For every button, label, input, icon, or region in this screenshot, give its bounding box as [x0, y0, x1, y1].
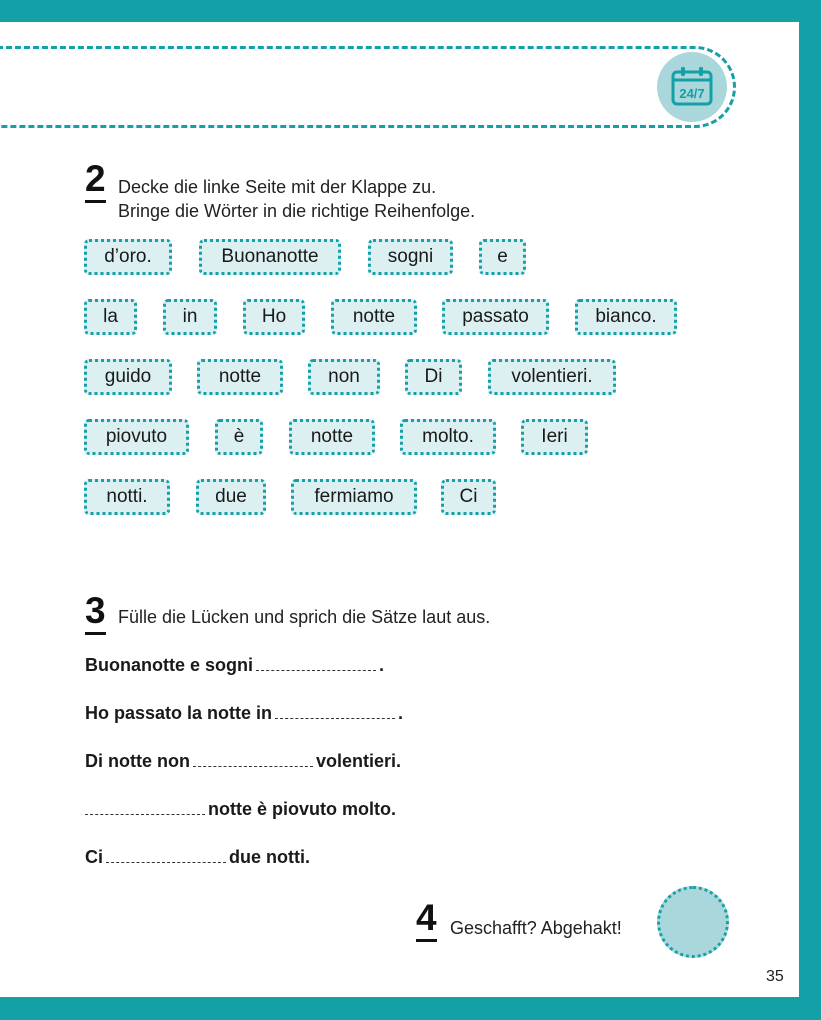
word-chip[interactable]: in [163, 299, 217, 335]
fill-sentence [85, 798, 396, 820]
word-chip[interactable]: fermiamo [291, 479, 417, 515]
task-3-instruction: Fülle die Lücken und sprich die Sätze laut aus. [118, 607, 491, 627]
done-checkbox[interactable] [657, 886, 729, 958]
task-3-number: 3 [85, 590, 106, 631]
calendar-24-7-icon [670, 64, 714, 108]
calendar-icon-text: 24/7 [679, 86, 705, 101]
calendar-badge [657, 52, 727, 122]
sentence-text-before: Ho passato la notte in [85, 703, 273, 723]
word-chip[interactable]: piovuto [84, 419, 189, 455]
word-chip[interactable]: due [196, 479, 266, 515]
sentence-text-after: due notti. [229, 847, 310, 867]
word-chip[interactable]: Ieri [521, 419, 588, 455]
word-chip[interactable]: guido [84, 359, 172, 395]
word-chip[interactable]: Buonanotte [199, 239, 341, 275]
answer-blank[interactable] [193, 752, 313, 767]
task-4-number: 4 [416, 897, 437, 938]
word-chip[interactable]: bianco. [575, 299, 677, 335]
word-chip[interactable]: è [215, 419, 263, 455]
task-2-instruction-line-1: Decke die linke Seite mit der Klappe zu. [118, 177, 437, 197]
fill-sentence [85, 846, 310, 868]
fill-sentence [85, 654, 384, 676]
word-chip[interactable]: notte [331, 299, 417, 335]
word-chip[interactable]: notti. [84, 479, 170, 515]
word-chip[interactable]: d’oro. [84, 239, 172, 275]
sentence-text-after: volentieri. [315, 751, 402, 771]
word-chip[interactable]: volentieri. [488, 359, 616, 395]
fill-sentence [85, 702, 403, 724]
answer-blank[interactable] [106, 848, 226, 863]
answer-blank[interactable] [256, 656, 376, 671]
task-2-instruction-line-2: Bringe die Wörter in die richtige Reihenfolge. [118, 201, 476, 221]
word-chip[interactable]: notte [197, 359, 283, 395]
word-chip[interactable]: Ci [441, 479, 496, 515]
word-chip[interactable]: sogni [368, 239, 453, 275]
sentence-text-after: . [379, 655, 385, 675]
word-chip[interactable]: e [479, 239, 526, 275]
header-dotted-banner [0, 46, 736, 128]
page-number: 35 [766, 968, 784, 985]
answer-blank[interactable] [275, 704, 395, 719]
sentence-text-after: notte è piovuto molto. [208, 799, 396, 819]
task-4-instruction: Geschafft? Abgehakt! [450, 918, 622, 938]
sentence-text-after: . [398, 703, 404, 723]
word-chip[interactable]: passato [442, 299, 549, 335]
task-2-number: 2 [85, 158, 106, 199]
fill-sentence [85, 750, 401, 772]
answer-blank[interactable] [85, 800, 205, 815]
sentence-text-before: Ci [85, 847, 103, 867]
word-chip[interactable]: molto. [400, 419, 496, 455]
word-chip[interactable]: non [308, 359, 380, 395]
word-chip[interactable]: Ho [243, 299, 305, 335]
sentence-text-before: Di notte non [85, 751, 190, 771]
workbook-page [0, 22, 799, 997]
word-chip[interactable]: notte [289, 419, 375, 455]
sentence-text-before: Buonanotte e sogni [85, 655, 253, 675]
word-chip[interactable]: Di [405, 359, 462, 395]
word-chip[interactable]: la [84, 299, 137, 335]
